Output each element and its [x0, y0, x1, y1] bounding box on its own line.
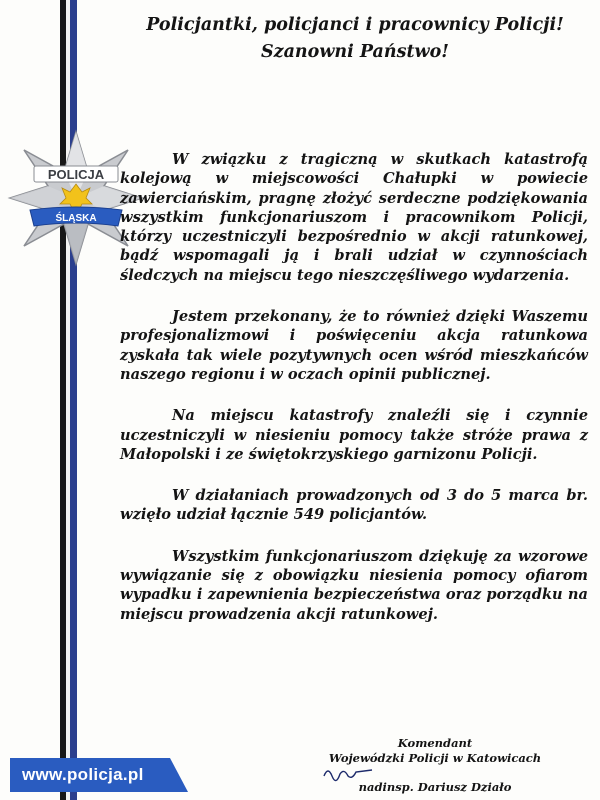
- paragraph-2: Jestem przekonany, że to również dzięki Waszemu profesjonalizmowi i poświęceniu akcja ratunkowa zyskała tak wiele pozytywnych ocen wśród mieszkańców naszego regionu i w oczach opinii publicznej.: [120, 308, 588, 383]
- paragraph-4: W działaniach prowadzonych od 3 do 5 marca br. wzięło udział łącznie 549 policjantów.: [120, 487, 588, 524]
- left-blue-stripe: [70, 0, 77, 800]
- paragraph-1: W związku z tragiczną w skutkach katastrofą kolejową w miejscowości Chałupki w powiecie zawierciańskim, pragnę złożyć serdeczne podziękowania wszystkim funkcjonariuszom i pracownikom Policji, którzy uczestniczyli bezpośrednio w akcji ratunkowej, bądź wspomagali ją i brali udział w czynnościach śledczych na miejscu tego nieszczęśliwego wydarzenia.: [120, 151, 588, 284]
- signature-title: Komendant: [397, 736, 473, 750]
- paragraph-3: Na miejscu katastrofy znaleźli się i czynnie uczestniczyli w niesieniu pomocy także stróże prawa z Małopolski i ze świętokrzyskiego garnizonu Policji.: [120, 407, 588, 463]
- paragraph-5: Wszystkim funkcjonariuszom dziękuję za wzorowe wywiązanie się z obowiązku niesienia pomocy ofiarom wypadku i zapewnienia bezpieczeństwa oraz porządku na miejscu prowadzenia akcji ratunkowej.: [120, 547, 588, 623]
- letter-body: [120, 150, 588, 646]
- url-text: www.policja.pl: [22, 765, 144, 784]
- badge-top-text: POLICJA: [47, 167, 105, 182]
- letter-header: [120, 12, 590, 66]
- header-greeting: Policjantki, policjanci i pracownicy Policji!: [146, 15, 564, 35]
- signature-block: [300, 736, 570, 795]
- signature-office: Wojewódzki Policji w Katowicach: [328, 751, 542, 765]
- signature-name: nadinsp. Dariusz Działo: [358, 780, 512, 794]
- policja-url-banner[interactable]: [10, 758, 188, 792]
- header-salutation: Szanowni Państwo!: [261, 42, 449, 62]
- badge-bottom-text: ŚLĄSKA: [55, 213, 97, 224]
